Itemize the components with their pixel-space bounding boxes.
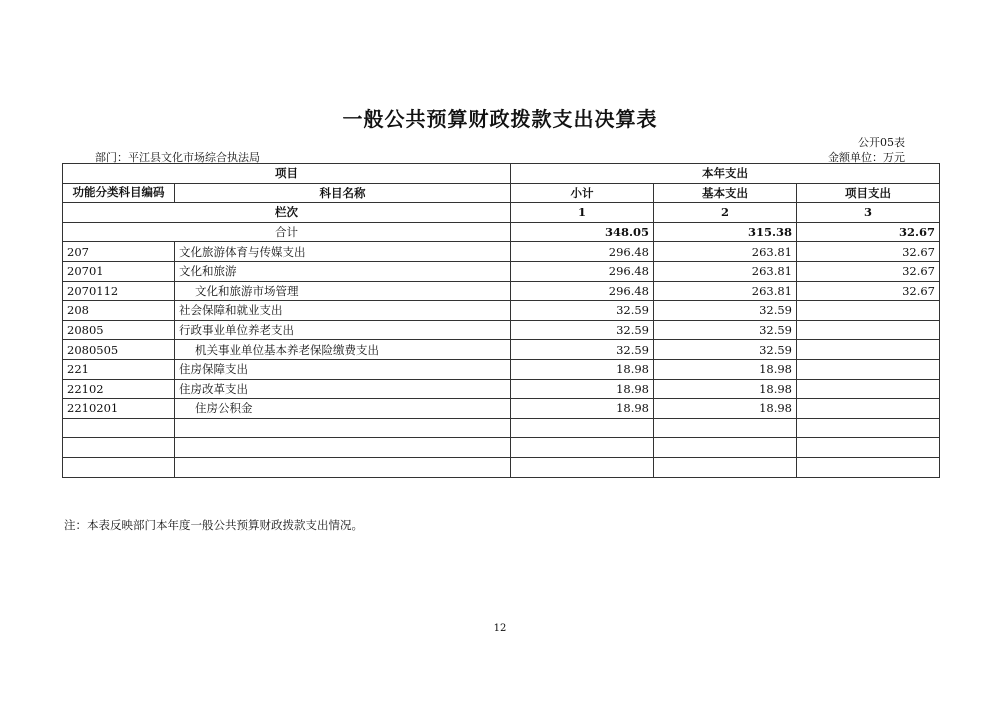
row-name <box>175 457 511 477</box>
total-project: 32.67 <box>797 222 940 242</box>
table-row <box>63 301 940 321</box>
row-project <box>797 379 940 399</box>
page-number: 12 <box>493 623 507 634</box>
footnote: 注：本表反映部门本年度一般公共预算财政拨款支出情况。 <box>64 518 363 532</box>
header-row-1 <box>63 164 940 184</box>
row-project <box>797 359 940 379</box>
row-code: 2070112 <box>63 281 175 301</box>
row-subtotal: 296.48 <box>511 242 654 262</box>
row-name: 文化和旅游 <box>175 261 511 281</box>
row-project: 32.67 <box>797 261 940 281</box>
row-name: 文化旅游体育与传媒支出 <box>175 242 511 262</box>
row-name: 文化和旅游市场管理 <box>175 281 511 301</box>
column-index-3: 3 <box>797 203 940 223</box>
row-project <box>797 438 940 458</box>
unit-label: 金额单位：万元 <box>828 151 905 164</box>
row-name: 住房改革支出 <box>175 379 511 399</box>
row-subtotal: 18.98 <box>511 399 654 419</box>
table-row <box>63 281 940 301</box>
table-row <box>63 261 940 281</box>
table-row <box>63 320 940 340</box>
row-basic: 32.59 <box>654 301 797 321</box>
row-basic: 32.59 <box>654 320 797 340</box>
row-basic: 263.81 <box>654 242 797 262</box>
budget-table <box>62 163 940 478</box>
row-basic: 32.59 <box>654 340 797 360</box>
page-title: 一般公共预算财政拨款支出决算表 <box>342 107 658 131</box>
row-name <box>175 438 511 458</box>
row-project: 32.67 <box>797 242 940 262</box>
row-subtotal: 18.98 <box>511 359 654 379</box>
table-row <box>63 242 940 262</box>
header-name: 科目名称 <box>175 183 511 203</box>
header-basic: 基本支出 <box>654 183 797 203</box>
row-basic <box>654 438 797 458</box>
row-subtotal: 32.59 <box>511 301 654 321</box>
row-code <box>63 457 175 477</box>
row-code: 22102 <box>63 379 175 399</box>
row-subtotal <box>511 418 654 438</box>
row-project <box>797 399 940 419</box>
table-row <box>63 379 940 399</box>
row-project <box>797 418 940 438</box>
row-subtotal: 32.59 <box>511 320 654 340</box>
total-row <box>63 222 940 242</box>
row-basic: 263.81 <box>654 261 797 281</box>
row-code: 221 <box>63 359 175 379</box>
row-subtotal <box>511 457 654 477</box>
row-code <box>63 438 175 458</box>
column-index-1: 1 <box>511 203 654 223</box>
row-subtotal: 296.48 <box>511 261 654 281</box>
row-project: 32.67 <box>797 281 940 301</box>
row-name: 社会保障和就业支出 <box>175 301 511 321</box>
row-name: 机关事业单位基本养老保险缴费支出 <box>175 340 511 360</box>
total-subtotal: 348.05 <box>511 222 654 242</box>
row-code: 20805 <box>63 320 175 340</box>
row-basic: 18.98 <box>654 379 797 399</box>
header-code: 功能分类科目编码 <box>63 183 175 203</box>
row-code: 208 <box>63 301 175 321</box>
row-name: 住房保障支出 <box>175 359 511 379</box>
table-row <box>63 359 940 379</box>
header-current-year: 本年支出 <box>511 164 940 184</box>
row-code: 2080505 <box>63 340 175 360</box>
column-index-row <box>63 203 940 223</box>
row-subtotal: 32.59 <box>511 340 654 360</box>
row-project <box>797 340 940 360</box>
row-code: 20701 <box>63 261 175 281</box>
row-basic <box>654 418 797 438</box>
row-subtotal: 296.48 <box>511 281 654 301</box>
row-project <box>797 301 940 321</box>
form-number: 公开05表 <box>858 136 905 149</box>
header-row-2 <box>63 183 940 203</box>
row-name <box>175 418 511 438</box>
department-label: 部门：平江县文化市场综合执法局 <box>95 151 260 164</box>
row-code: 207 <box>63 242 175 262</box>
row-basic: 263.81 <box>654 281 797 301</box>
column-index-2: 2 <box>654 203 797 223</box>
column-label: 栏次 <box>63 203 511 223</box>
header-project-expense: 项目支出 <box>797 183 940 203</box>
table-row <box>63 457 940 477</box>
row-subtotal: 18.98 <box>511 379 654 399</box>
row-subtotal <box>511 438 654 458</box>
row-name: 行政事业单位养老支出 <box>175 320 511 340</box>
header-project: 项目 <box>63 164 511 184</box>
table-row <box>63 438 940 458</box>
header-subtotal: 小计 <box>511 183 654 203</box>
table-row <box>63 399 940 419</box>
row-code <box>63 418 175 438</box>
row-code: 2210201 <box>63 399 175 419</box>
total-label: 合计 <box>63 222 511 242</box>
row-basic <box>654 457 797 477</box>
row-project <box>797 320 940 340</box>
total-basic: 315.38 <box>654 222 797 242</box>
table-row <box>63 340 940 360</box>
table-row <box>63 418 940 438</box>
row-project <box>797 457 940 477</box>
row-basic: 18.98 <box>654 359 797 379</box>
row-name: 住房公积金 <box>175 399 511 419</box>
row-basic: 18.98 <box>654 399 797 419</box>
